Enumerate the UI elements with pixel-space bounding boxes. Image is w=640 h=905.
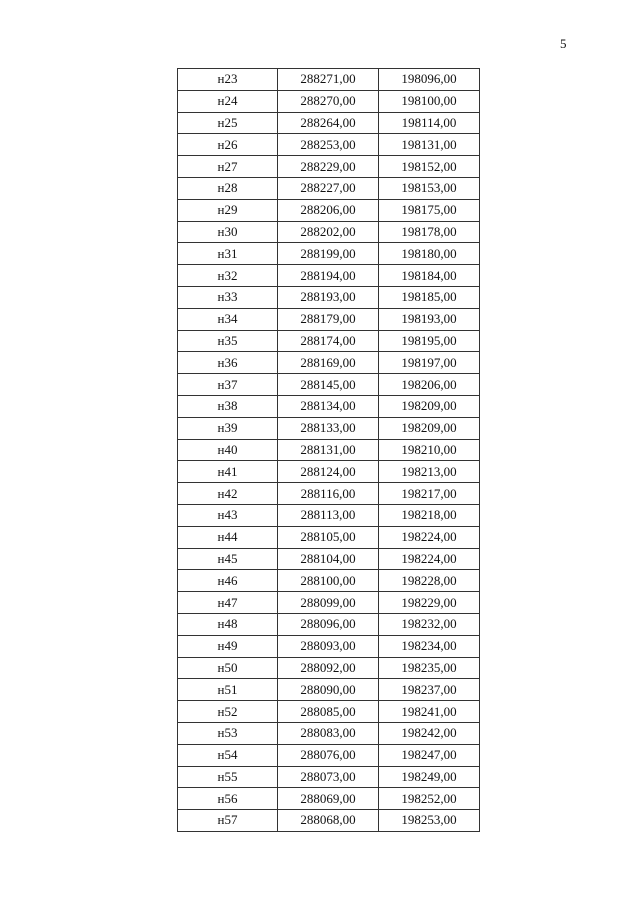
- table-row: [178, 504, 480, 526]
- y-coordinate-cell: 198206,00: [379, 374, 480, 396]
- x-coordinate-cell: 288174,00: [278, 330, 379, 352]
- table-row: [178, 243, 480, 265]
- point-id-cell: н48: [178, 613, 278, 635]
- point-id-cell: н32: [178, 265, 278, 287]
- y-coordinate-cell: 198185,00: [379, 286, 480, 308]
- point-id-cell: н39: [178, 417, 278, 439]
- y-coordinate-cell: 198114,00: [379, 112, 480, 134]
- point-id-cell: н53: [178, 722, 278, 744]
- y-coordinate-cell: 198184,00: [379, 265, 480, 287]
- y-coordinate-cell: 198249,00: [379, 766, 480, 788]
- y-coordinate-cell: 198180,00: [379, 243, 480, 265]
- table-row: [178, 330, 480, 352]
- y-coordinate-cell: 198100,00: [379, 90, 480, 112]
- table-row: [178, 156, 480, 178]
- y-coordinate-cell: 198195,00: [379, 330, 480, 352]
- point-id-cell: н44: [178, 526, 278, 548]
- table-row: [178, 439, 480, 461]
- table-row: [178, 286, 480, 308]
- point-id-cell: н54: [178, 744, 278, 766]
- point-id-cell: н43: [178, 504, 278, 526]
- table-row: [178, 199, 480, 221]
- table-row: [178, 483, 480, 505]
- x-coordinate-cell: 288100,00: [278, 570, 379, 592]
- y-coordinate-cell: 198234,00: [379, 635, 480, 657]
- x-coordinate-cell: 288253,00: [278, 134, 379, 156]
- point-id-cell: н30: [178, 221, 278, 243]
- coordinates-table-body: [178, 69, 480, 832]
- table-row: [178, 461, 480, 483]
- point-id-cell: н55: [178, 766, 278, 788]
- table-row: [178, 744, 480, 766]
- point-id-cell: н35: [178, 330, 278, 352]
- x-coordinate-cell: 288104,00: [278, 548, 379, 570]
- x-coordinate-cell: 288229,00: [278, 156, 379, 178]
- point-id-cell: н50: [178, 657, 278, 679]
- y-coordinate-cell: 198229,00: [379, 592, 480, 614]
- y-coordinate-cell: 198213,00: [379, 461, 480, 483]
- x-coordinate-cell: 288199,00: [278, 243, 379, 265]
- point-id-cell: н51: [178, 679, 278, 701]
- point-id-cell: н31: [178, 243, 278, 265]
- table-row: [178, 374, 480, 396]
- table-row: [178, 810, 480, 832]
- y-coordinate-cell: 198217,00: [379, 483, 480, 505]
- y-coordinate-cell: 198232,00: [379, 613, 480, 635]
- x-coordinate-cell: 288116,00: [278, 483, 379, 505]
- x-coordinate-cell: 288092,00: [278, 657, 379, 679]
- point-id-cell: н28: [178, 177, 278, 199]
- x-coordinate-cell: 288169,00: [278, 352, 379, 374]
- y-coordinate-cell: 198224,00: [379, 548, 480, 570]
- x-coordinate-cell: 288270,00: [278, 90, 379, 112]
- point-id-cell: н33: [178, 286, 278, 308]
- point-id-cell: н38: [178, 395, 278, 417]
- page-number: 5: [560, 36, 567, 51]
- table-row: [178, 417, 480, 439]
- point-id-cell: н47: [178, 592, 278, 614]
- x-coordinate-cell: 288096,00: [278, 613, 379, 635]
- y-coordinate-cell: 198210,00: [379, 439, 480, 461]
- point-id-cell: н34: [178, 308, 278, 330]
- y-coordinate-cell: 198228,00: [379, 570, 480, 592]
- y-coordinate-cell: 198096,00: [379, 69, 480, 91]
- x-coordinate-cell: 288068,00: [278, 810, 379, 832]
- point-id-cell: н40: [178, 439, 278, 461]
- point-id-cell: н25: [178, 112, 278, 134]
- point-id-cell: н56: [178, 788, 278, 810]
- table-row: [178, 657, 480, 679]
- x-coordinate-cell: 288193,00: [278, 286, 379, 308]
- table-row: [178, 526, 480, 548]
- y-coordinate-cell: 198237,00: [379, 679, 480, 701]
- table-row: [178, 134, 480, 156]
- table-row: [178, 722, 480, 744]
- y-coordinate-cell: 198178,00: [379, 221, 480, 243]
- y-coordinate-cell: 198247,00: [379, 744, 480, 766]
- x-coordinate-cell: 288145,00: [278, 374, 379, 396]
- x-coordinate-cell: 288073,00: [278, 766, 379, 788]
- x-coordinate-cell: 288264,00: [278, 112, 379, 134]
- x-coordinate-cell: 288179,00: [278, 308, 379, 330]
- table-row: [178, 548, 480, 570]
- x-coordinate-cell: 288227,00: [278, 177, 379, 199]
- table-row: [178, 69, 480, 91]
- table-row: [178, 766, 480, 788]
- x-coordinate-cell: 288271,00: [278, 69, 379, 91]
- point-id-cell: н24: [178, 90, 278, 112]
- table-row: [178, 265, 480, 287]
- y-coordinate-cell: 198131,00: [379, 134, 480, 156]
- table-row: [178, 308, 480, 330]
- y-coordinate-cell: 198175,00: [379, 199, 480, 221]
- table-row: [178, 635, 480, 657]
- table-row: [178, 679, 480, 701]
- x-coordinate-cell: 288133,00: [278, 417, 379, 439]
- table-row: [178, 112, 480, 134]
- point-id-cell: н29: [178, 199, 278, 221]
- x-coordinate-cell: 288131,00: [278, 439, 379, 461]
- table-row: [178, 90, 480, 112]
- y-coordinate-cell: 198153,00: [379, 177, 480, 199]
- y-coordinate-cell: 198252,00: [379, 788, 480, 810]
- y-coordinate-cell: 198152,00: [379, 156, 480, 178]
- point-id-cell: н36: [178, 352, 278, 374]
- y-coordinate-cell: 198209,00: [379, 395, 480, 417]
- x-coordinate-cell: 288206,00: [278, 199, 379, 221]
- point-id-cell: н45: [178, 548, 278, 570]
- point-id-cell: н26: [178, 134, 278, 156]
- x-coordinate-cell: 288099,00: [278, 592, 379, 614]
- x-coordinate-cell: 288093,00: [278, 635, 379, 657]
- point-id-cell: н46: [178, 570, 278, 592]
- table-row: [178, 570, 480, 592]
- table-row: [178, 592, 480, 614]
- table-row: [178, 613, 480, 635]
- x-coordinate-cell: 288202,00: [278, 221, 379, 243]
- x-coordinate-cell: 288069,00: [278, 788, 379, 810]
- x-coordinate-cell: 288194,00: [278, 265, 379, 287]
- point-id-cell: н52: [178, 701, 278, 723]
- coordinates-table: [177, 68, 480, 832]
- table-row: [178, 788, 480, 810]
- x-coordinate-cell: 288090,00: [278, 679, 379, 701]
- x-coordinate-cell: 288083,00: [278, 722, 379, 744]
- x-coordinate-cell: 288085,00: [278, 701, 379, 723]
- table-row: [178, 177, 480, 199]
- y-coordinate-cell: 198218,00: [379, 504, 480, 526]
- y-coordinate-cell: 198242,00: [379, 722, 480, 744]
- point-id-cell: н27: [178, 156, 278, 178]
- y-coordinate-cell: 198209,00: [379, 417, 480, 439]
- point-id-cell: н49: [178, 635, 278, 657]
- x-coordinate-cell: 288134,00: [278, 395, 379, 417]
- y-coordinate-cell: 198241,00: [379, 701, 480, 723]
- y-coordinate-cell: 198224,00: [379, 526, 480, 548]
- table-row: [178, 395, 480, 417]
- table-row: [178, 352, 480, 374]
- y-coordinate-cell: 198253,00: [379, 810, 480, 832]
- y-coordinate-cell: 198235,00: [379, 657, 480, 679]
- point-id-cell: н57: [178, 810, 278, 832]
- x-coordinate-cell: 288113,00: [278, 504, 379, 526]
- x-coordinate-cell: 288105,00: [278, 526, 379, 548]
- y-coordinate-cell: 198193,00: [379, 308, 480, 330]
- x-coordinate-cell: 288124,00: [278, 461, 379, 483]
- table-row: [178, 701, 480, 723]
- point-id-cell: н42: [178, 483, 278, 505]
- point-id-cell: н23: [178, 69, 278, 91]
- point-id-cell: н37: [178, 374, 278, 396]
- point-id-cell: н41: [178, 461, 278, 483]
- y-coordinate-cell: 198197,00: [379, 352, 480, 374]
- table-row: [178, 221, 480, 243]
- x-coordinate-cell: 288076,00: [278, 744, 379, 766]
